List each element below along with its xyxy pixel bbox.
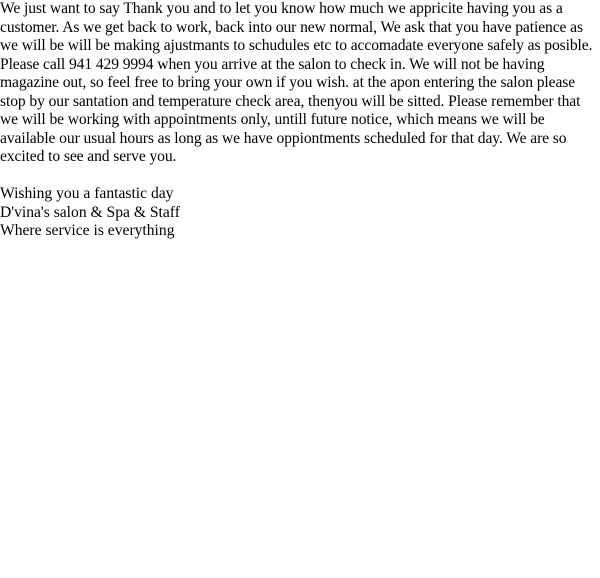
signature-business-name: D'vina's salon & Spa & Staff [0, 203, 180, 221]
signature-tagline: Where service is everything [0, 222, 175, 239]
signature-block [0, 185, 600, 241]
message-body: We just want to say Thank you and to let you know how much we appricite having you as a customer. As we get back to work, back into our new normal, We ask that you have patience as we will be will be making ajustmants to schudules etc to accomadate everyone safely as posible. Please call 941 429 9994 when you arrive at the salon to check in. We will not be having magazine out, so feel free to bring your own if you wish. at the apon entering the salon please stop by our santation and temperature check area, thenyou will be sitted. Please remember that we will be working with appointments only, untill future notice, which means we will be available our usual hours as long as we have oppiontments scheduled for that day. We are so excited to see and serve you. [0, 0, 593, 165]
signature-greeting: Wishing you a fantastic day [0, 185, 174, 202]
